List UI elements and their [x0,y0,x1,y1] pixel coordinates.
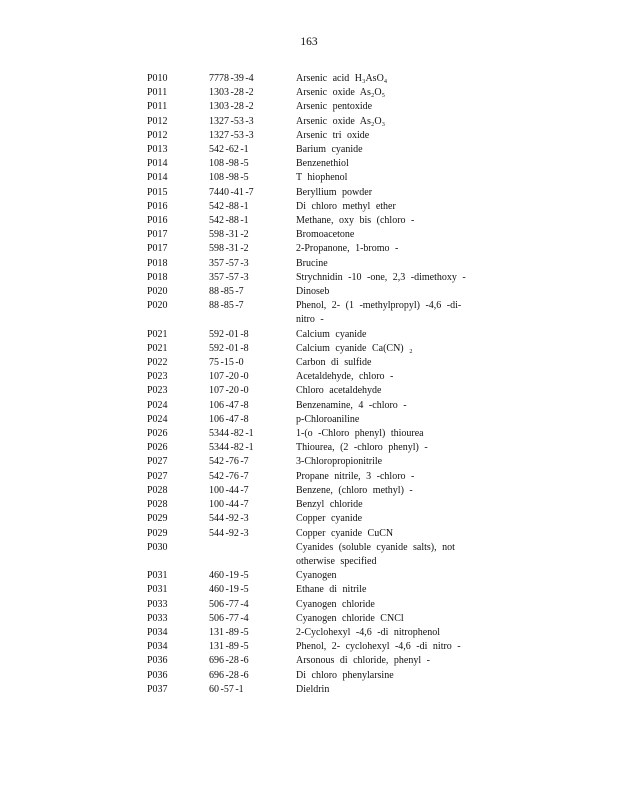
table-row [147,498,477,512]
hazard-code: P034 [147,641,168,653]
hazard-code: P022 [147,357,168,369]
cas-number: 60 -57 -1 [209,683,244,695]
cas-number: 542 -88 -1 [209,215,249,227]
substance-name: Benzyl chloride [296,499,363,511]
cas-number: 592 -01 -8 [209,328,249,340]
table-row [147,328,477,342]
hazard-code: P012 [147,129,168,141]
table-row [147,171,477,185]
hazard-code: P026 [147,442,168,454]
substance-name: Dieldrin [296,683,330,695]
table-row [147,157,477,171]
table-row [147,271,477,285]
hazard-code: P031 [147,584,168,596]
substance-name: Calcium cyanide [296,328,367,340]
table-row [147,370,477,384]
cas-number: 88 -85 -7 [209,286,244,298]
hazard-code: P029 [147,513,168,525]
cas-number: 107 -20 -0 [209,385,249,397]
hazard-code: P017 [147,243,168,255]
table-row [147,384,477,398]
hazard-code: P016 [147,215,168,227]
cas-number: 542 -88 -1 [209,200,249,212]
table-row [147,669,477,683]
cas-number: 696 -28 -6 [209,669,249,681]
cas-number: 106 -47 -8 [209,399,249,411]
cas-number: 7778 -39 -4 [209,73,254,84]
cas-number: 75 -15 -0 [209,357,244,369]
hazard-code: P011 [147,101,168,113]
table-row [147,285,477,299]
table-row [147,640,477,654]
hazard-code: P036 [147,669,168,681]
hazard-code: P015 [147,186,168,198]
table-row [147,683,477,697]
cas-number: 108 -98 -5 [209,158,249,170]
table-row [147,356,477,370]
table-row [147,583,477,597]
hazard-code: P026 [147,428,168,440]
hazard-code: P027 [147,470,168,482]
cas-number: 1303 -28 -2 [209,87,254,99]
hazard-code: P014 [147,158,168,170]
hazard-code: P024 [147,413,168,425]
table-row [147,214,477,228]
hazard-code: P030 [147,541,168,553]
table-row [147,541,477,569]
substance-name: Benzenamine, 4 -chloro - [296,399,407,411]
table-row [147,413,477,427]
substance-name: Brucine [296,257,328,269]
substance-name: Copper cyanide [296,513,363,525]
table-row [147,200,477,214]
cas-number: 131 -89 -5 [209,641,249,653]
hazard-code: P017 [147,229,168,241]
cas-number: 460 -19 -5 [209,570,249,582]
table-row [147,86,477,100]
cas-number: 88 -85 -7 [209,300,244,312]
table-row [147,527,477,541]
cas-number: 7440 -41 -7 [209,186,254,198]
cas-number: 100 -44 -7 [209,499,249,511]
substance-name: Arsenic acid H₃AsO₄ [296,73,388,84]
table-row [147,598,477,612]
cas-number: 5344 -82 -1 [209,442,254,454]
table-row [147,569,477,583]
substance-name: 1-(o -Chloro phenyl) thiourea [296,428,424,440]
table-row [147,242,477,256]
hazard-code: P010 [147,73,168,84]
substance-name: Cyanogen chloride [296,598,375,610]
cas-number: 107 -20 -0 [209,371,249,383]
hazard-code: P031 [147,570,168,582]
table-row [147,129,477,143]
table-row [147,72,477,86]
hazard-code: P012 [147,115,168,127]
substance-name-continued: nitro - [296,314,324,326]
substance-name: 3-Chloropropionitrile [296,456,383,468]
table-row [147,143,477,157]
cas-number: 542 -76 -7 [209,470,249,482]
table-row [147,441,477,455]
hazard-code: P036 [147,655,168,667]
substance-name: Arsenic oxide As₂O₅ [296,87,386,99]
substance-name: Benzene, (chloro methyl) - [296,484,413,496]
hazard-code: P016 [147,200,168,212]
hazard-code: P021 [147,328,168,340]
substance-name: Strychnidin -10 -one, 2,3 -dimethoxy - [296,271,466,283]
hazard-code: P013 [147,144,168,156]
substance-name: Ethane di nitrile [296,584,367,596]
hazard-code: P033 [147,598,168,610]
cas-number: 542 -76 -7 [209,456,249,468]
cas-number: 544 -92 -3 [209,527,249,539]
cas-number: 357 -57 -3 [209,271,249,283]
cas-number: 5344 -82 -1 [209,428,254,440]
cas-number: 106 -47 -8 [209,413,249,425]
chemical-list-table [147,72,477,697]
table-row [147,484,477,498]
substance-name: 2-Propanone, 1-bromo - [296,243,399,255]
substance-name: Carbon di sulfide [296,357,372,369]
cas-number: 598 -31 -2 [209,229,249,241]
table-row [147,427,477,441]
cas-number: 592 -01 -8 [209,342,249,354]
table-row [147,342,477,356]
cas-number: 544 -92 -3 [209,513,249,525]
substance-name: Copper cyanide CuCN [296,527,394,539]
table-row [147,299,477,327]
table-row [147,186,477,200]
cas-number: 357 -57 -3 [209,257,249,269]
substance-name: Bromoacetone [296,229,355,241]
substance-name: Beryllium powder [296,186,373,198]
cas-number: 100 -44 -7 [209,484,249,496]
substance-name: Methane, oxy bis (chloro - [296,215,415,227]
substance-name: Acetaldehyde, chloro - [296,371,394,383]
cas-number: 506 -77 -4 [209,598,249,610]
hazard-code: P037 [147,683,168,695]
hazard-code: P029 [147,527,168,539]
hazard-code: P034 [147,626,168,638]
hazard-code: P028 [147,484,168,496]
cas-number: 460 -19 -5 [209,584,249,596]
hazard-code: P033 [147,612,168,624]
cas-number: 1303 -28 -2 [209,101,254,113]
table-row [147,626,477,640]
hazard-code: P024 [147,399,168,411]
cas-number: 506 -77 -4 [209,612,249,624]
table-row [147,654,477,668]
hazard-code: P018 [147,271,168,283]
table-row [147,512,477,526]
hazard-code: P028 [147,499,168,511]
substance-name: Cyanides (soluble cyanide salts), not [296,541,455,553]
substance-name: Arsonous di chloride, phenyl - [296,655,430,667]
substance-name: Phenol, 2- (1 -methylpropyl) -4,6 -di- [296,300,462,312]
substance-name: Di chloro methyl ether [296,200,396,212]
cas-number: 108 -98 -5 [209,172,249,184]
substance-name: Cyanogen [296,570,337,582]
hazard-code: P023 [147,371,168,383]
hazard-code: P027 [147,456,168,468]
cas-number: 598 -31 -2 [209,243,249,255]
hazard-code: P020 [147,300,168,312]
substance-name: Benzenethiol [296,158,349,170]
table-row [147,399,477,413]
hazard-code: P011 [147,87,168,99]
table-row [147,115,477,129]
table-row [147,100,477,114]
substance-name: Chloro acetaldehyde [296,385,382,397]
table-row [147,228,477,242]
hazard-code: P018 [147,257,168,269]
substance-name: Calcium cyanide Ca(CN) ₂ [296,342,413,354]
substance-name: 2-Cyclohexyl -4,6 -di nitrophenol [296,626,440,638]
table-row [147,257,477,271]
substance-name: Phenol, 2- cyclohexyl -4,6 -di nitro - [296,641,461,653]
substance-name-continued: otherwise specified [296,555,377,567]
hazard-code: P020 [147,286,168,298]
cas-number: 131 -89 -5 [209,626,249,638]
cas-number: 1327 -53 -3 [209,115,254,127]
substance-name: Arsenic oxide As₂O₃ [296,115,386,127]
substance-name: Thiourea, (2 -chloro phenyl) - [296,442,428,454]
substance-name: Arsenic tri oxide [296,129,370,141]
substance-name: Barium cyanide [296,144,363,156]
substance-name: Arsenic pentoxide [296,101,373,113]
table-row [147,612,477,626]
substance-name: Cyanogen chloride CNCl [296,612,404,624]
substance-name: Propane nitrile, 3 -chloro - [296,470,415,482]
substance-name: T hiophenol [296,172,348,184]
substance-name: Dinoseb [296,286,330,298]
page-number: 163 [300,36,318,48]
substance-name: Di chloro phenylarsine [296,669,394,681]
hazard-code: P021 [147,342,168,354]
cas-number: 696 -28 -6 [209,655,249,667]
hazard-code: P014 [147,172,168,184]
cas-number: 542 -62 -1 [209,144,249,156]
table-row [147,455,477,469]
table-row [147,470,477,484]
hazard-code: P023 [147,385,168,397]
cas-number: 1327 -53 -3 [209,129,254,141]
substance-name: p-Chloroaniline [296,413,360,425]
